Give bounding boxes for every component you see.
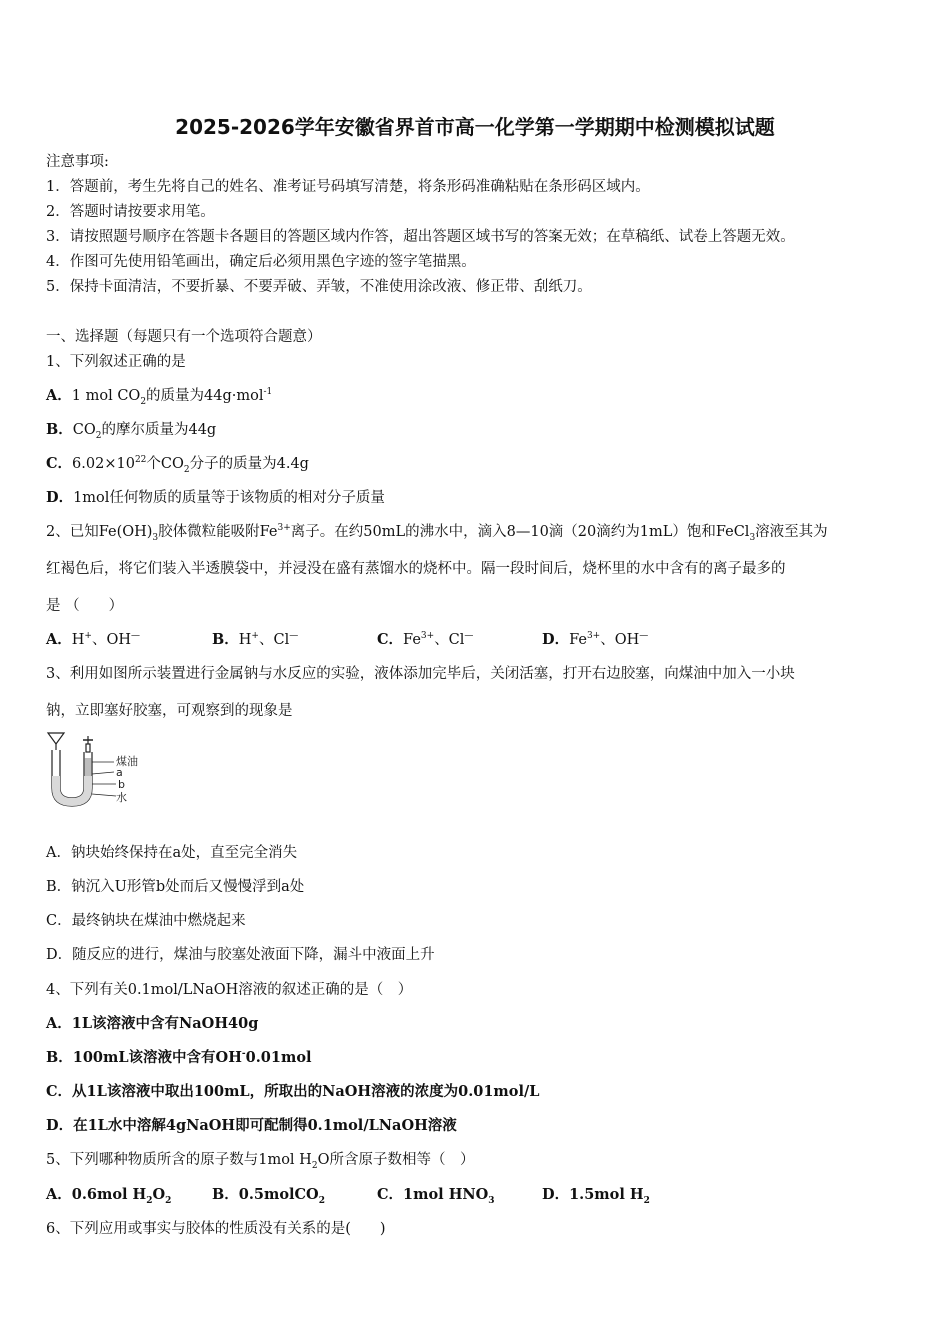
q1-option-a: A．1 mol $CO_2$的质量为44g·mol$^{-1}$ [46, 387, 273, 407]
notice-heading: 注意事项: [46, 154, 109, 170]
notice-item: 1．答题前，考生先将自己的姓名、准考证号码填写清楚，将条形码准确粘贴在条形码区域内。 [46, 179, 650, 195]
notice-item: 4．作图可先使用铅笔画出，确定后必须用黑色字迹的签字笔描黑。 [46, 254, 476, 270]
water-fill [52, 776, 92, 806]
question-2-stem-line3: 是 （ ） [46, 598, 124, 614]
q3-option-d: D．随反应的进行，煤油与胶塞处液面下降，漏斗中液面上升 [46, 947, 435, 963]
notice-item: 5．保持卡面清洁，不要折暴、不要弄破、弄皱，不准使用涂改液、修正带、刮纸刀。 [46, 279, 592, 295]
notice-item: 2．答题时请按要求用笔。 [46, 204, 215, 220]
q2-option-a: A．H+、OH— [46, 631, 141, 648]
question-2-stem: 2、已知$Fe(OH)_3$胶体微粒能吸附$Fe^{3+}$离子。在约50mL的沸水中，滴入8—10滴（20滴约为1mL）饱和FeCl$_3$溶液至其为 [46, 523, 828, 543]
q3-option-a: A．钠块始终保持在a处，直至完全消失 [46, 845, 298, 861]
question-3-stem-line2: 钠，立即塞好胶塞，可观察到的现象是 [46, 703, 293, 719]
q5-option-b: B．0.5molCO$_2$ [212, 1186, 325, 1206]
label-a: a [116, 766, 123, 779]
q1-option-c: C．$6.02\times 10^{22}$个$CO_2$分子的质量为4.4g [46, 455, 309, 475]
q5-option-c: C．1mol $HNO_3$ [377, 1186, 495, 1206]
question-5-stem: 5、下列哪种物质所含的原子数与1mol $H_2O$所含原子数相等（ ） [46, 1152, 475, 1171]
q4-option-d: D．在1L水中溶解4gNaOH即可配制得0.1mol/LNaOH溶液 [46, 1117, 457, 1134]
section-heading: 一、选择题（每题只有一个选项符合题意） [46, 329, 322, 345]
label-kerosene: 煤油 [116, 755, 138, 768]
q3-option-c: C．最终钠块在煤油中燃烧起来 [46, 913, 246, 929]
question-6-stem: 6、下列应用或事实与胶体的性质没有关系的是( ) [46, 1221, 386, 1237]
label-water: 水 [116, 791, 127, 804]
u-tube-inner [60, 750, 84, 798]
funnel-icon [48, 733, 64, 744]
q2-option-b: B．H+、Cl— [212, 631, 299, 648]
q4-option-c: C．从1L该溶液中取出100mL，所取出的NaOH溶液的浓度为0.01mol/L [46, 1083, 540, 1100]
question-4-stem: 4、下列有关0.1mol/LNaOH溶液的叙述正确的是（ ） [46, 982, 413, 998]
q3-option-b: B．钠沉入U形管b处而后又慢慢浮到a处 [46, 879, 305, 895]
notice-item: 3．请按照题号顺序在答题卡各题目的答题区域内作答，超出答题区域书写的答案无效；在草稿纸、试卷上答题无效。 [46, 229, 795, 245]
q5-option-d: D．1.5mol $H_2$ [542, 1186, 650, 1206]
question-2-stem-line2: 红褐色后，将它们装入半透膜袋中，并浸没在盛有蒸馏水的烧杯中。隔一段时间后，烧杯里的水中含有的离子最多的 [46, 561, 786, 577]
u-tube-apparatus-figure [44, 730, 154, 810]
q1-option-d: D．1mol任何物质的质量等于该物质的相对分子质量 [46, 489, 385, 506]
q5-option-a: A．0.6mol $H_2O_2$ [46, 1186, 172, 1206]
label-b: b [118, 778, 125, 791]
question-3-stem: 3、利用如图所示装置进行金属钠与水反应的实验，液体添加完毕后，关闭活塞，打开右边胶塞，向煤油中加入一小块 [46, 666, 795, 682]
q2-option-d: D．$Fe^{3+}$、OH— [542, 631, 649, 648]
q4-option-b: B．100mL该溶液中含有OH-0.01mol [46, 1049, 312, 1066]
q2-option-c: C．$Fe^{3+}$、Cl— [377, 631, 474, 648]
kerosene-fill [85, 758, 92, 776]
q4-option-a: A．1L该溶液中含有NaOH40g [46, 1015, 259, 1032]
q1-option-b: B．$CO_2$的摩尔质量为44g [46, 421, 217, 441]
question-1-stem: 1、下列叙述正确的是 [46, 354, 186, 370]
page-title: 2025-2026学年安徽省界首市高一化学第一学期期中检测模拟试题 [175, 115, 775, 139]
